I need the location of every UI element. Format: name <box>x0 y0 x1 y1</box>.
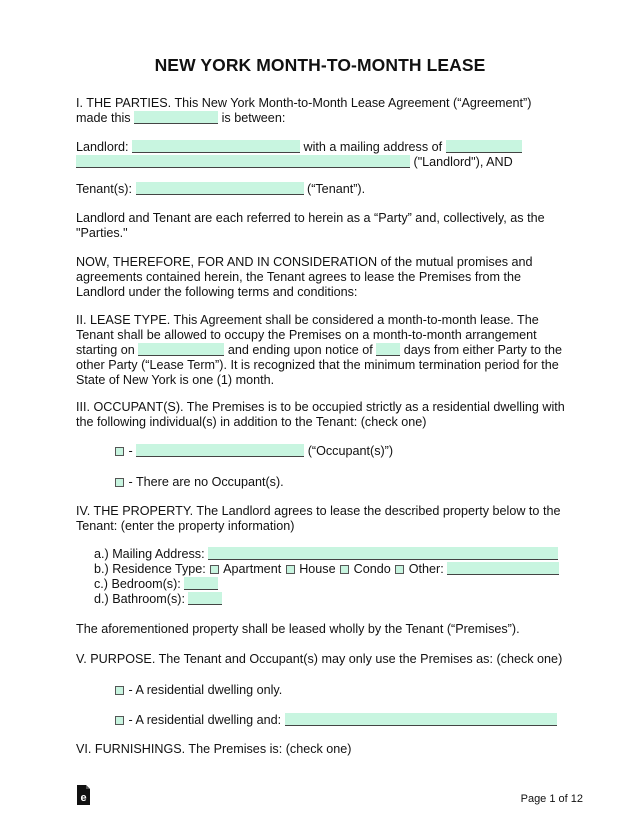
no-occupants-label: - There are no Occupant(s). <box>128 475 284 489</box>
apartment-checkbox[interactable] <box>210 565 219 574</box>
tenant-name-field[interactable] <box>136 182 304 195</box>
occupants-line-2: the following individual(s) in addition to the Tenant: (check one) <box>76 415 427 429</box>
start-date-field[interactable] <box>138 343 224 356</box>
tenant-label: Tenant(s): <box>76 182 132 196</box>
party-line-1: Landlord and Tenant are each referred to herein as a “Party” and, collectively, as the <box>76 211 545 225</box>
landlord-label: Landlord: <box>76 140 129 154</box>
landlord-line-1 <box>76 140 576 155</box>
section-furnishings <box>76 742 576 757</box>
section-purpose <box>76 652 576 667</box>
residential-and-checkbox[interactable] <box>115 716 124 725</box>
notice-label: and ending upon notice of <box>227 343 373 357</box>
occupants-end-label: (“Occupant(s)”) <box>307 444 394 458</box>
residential-only-label: - A residential dwelling only. <box>128 683 283 697</box>
mailing-address-label: a.) Mailing Address: <box>94 547 205 561</box>
purpose-option-2 <box>114 713 614 728</box>
landlord-mailing-label: with a mailing address of <box>303 140 443 154</box>
other-checkbox[interactable] <box>395 565 404 574</box>
tenant-line <box>76 182 576 197</box>
bedrooms-row <box>94 577 594 592</box>
purpose-option-1-line <box>114 683 614 698</box>
occupants-dash: - <box>128 444 133 458</box>
property-line-2: Tenant: (enter the property information) <box>76 519 295 533</box>
premises-line: The aforementioned property shall be leased wholly by the Tenant (“Premises”). <box>76 622 520 636</box>
bedrooms-label: c.) Bedroom(s): <box>94 577 181 591</box>
occupants-option-2-line <box>114 475 614 490</box>
property-line-1: IV. THE PROPERTY. The Landlord agrees to lease the described property below to the <box>76 504 561 518</box>
party-definition <box>76 211 576 241</box>
landlord-address-field-2[interactable] <box>76 155 410 168</box>
landlord-end-label: ("Landlord"), AND <box>413 155 513 169</box>
landlord-line-2 <box>76 155 576 170</box>
no-occupants-checkbox[interactable] <box>115 478 124 487</box>
other-label: Other: <box>408 562 444 576</box>
furnishings-line-1: VI. FURNISHINGS. The Premises is: (check one) <box>76 742 352 756</box>
bathrooms-field[interactable] <box>188 592 222 605</box>
purpose-option-1 <box>114 683 614 698</box>
lease-type-line-3 <box>76 343 576 358</box>
landlord-block <box>76 140 576 170</box>
lease-type-line-5: State of New York is one (1) month. <box>76 373 275 387</box>
purpose-line-1: V. PURPOSE. The Tenant and Occupant(s) may only use the Premises as: (check one) <box>76 652 563 666</box>
premises-clause <box>76 622 576 637</box>
occupants-line-1: III. OCCUPANT(S). The Premises is to be occupied strictly as a residential dwelling with <box>76 400 565 414</box>
lease-type-line-1: II. LEASE TYPE. This Agreement shall be considered a month-to-month lease. The <box>76 313 539 327</box>
residence-type-row <box>94 562 594 577</box>
house-label: House <box>299 562 336 576</box>
lease-type-line-2: Tenant shall be allowed to occupy the Premises on a month-to-month arrangement <box>76 328 537 342</box>
mailing-address-row <box>94 547 594 562</box>
tenant-block <box>76 182 576 197</box>
starting-on-label: starting on <box>76 343 135 357</box>
consideration-line-1: NOW, THEREFORE, FOR AND IN CONSIDERATION of the mutual promises and <box>76 255 533 269</box>
section-occupants <box>76 400 576 430</box>
landlord-address-field-1[interactable] <box>446 140 522 153</box>
additional-purpose-field[interactable] <box>285 713 557 726</box>
consideration-line-3: Landlord under the following terms and conditions: <box>76 285 358 299</box>
mailing-address-field[interactable] <box>208 547 558 560</box>
bedrooms-field[interactable] <box>184 577 218 590</box>
bathrooms-label: d.) Bathroom(s): <box>94 592 185 606</box>
residential-and-label: - A residential dwelling and: <box>128 713 282 727</box>
notice-days-label: days from either Party to the <box>403 343 562 357</box>
occupant-names-field[interactable] <box>136 444 304 457</box>
agreement-date-field[interactable] <box>134 111 218 124</box>
notice-days-field[interactable] <box>376 343 400 356</box>
other-type-field[interactable] <box>447 562 559 575</box>
consideration-line-2: agreements contained herein, the Tenant agrees to lease the Premises from the <box>76 270 522 284</box>
residential-only-checkbox[interactable] <box>115 686 124 695</box>
document-title: NEW YORK MONTH-TO-MONTH LEASE <box>154 55 486 75</box>
purpose-option-2-line <box>114 713 614 728</box>
apartment-label: Apartment <box>223 562 282 576</box>
occupants-option-2 <box>114 475 614 490</box>
section-parties <box>76 96 576 126</box>
residence-type-label: b.) Residence Type: <box>94 562 206 576</box>
page-number: Page 1 of 12 <box>520 793 583 805</box>
lease-type-line-4: other Party (“Lease Term”). It is recognized that the minimum termination period for the <box>76 358 559 372</box>
occupants-option-1 <box>114 444 614 459</box>
parties-line-2 <box>76 111 576 126</box>
bathrooms-row <box>94 592 594 607</box>
house-checkbox[interactable] <box>286 565 295 574</box>
parties-line-1: I. THE PARTIES. This New York Month-to-Month Lease Agreement (“Agreement”) <box>76 96 532 110</box>
condo-label: Condo <box>353 562 391 576</box>
party-line-2: "Parties." <box>76 226 128 240</box>
is-between-label: is between: <box>221 111 286 125</box>
svg-text:e: e <box>80 792 87 804</box>
section-property <box>76 504 576 534</box>
tenant-end-label: (“Tenant”). <box>307 182 366 196</box>
property-details <box>94 547 594 607</box>
occupants-option-1-line <box>114 444 614 459</box>
section-lease-type <box>76 313 576 388</box>
landlord-name-field[interactable] <box>132 140 300 153</box>
occupants-checkbox[interactable] <box>115 447 124 456</box>
condo-checkbox[interactable] <box>340 565 349 574</box>
eforms-logo-icon <box>76 784 91 806</box>
consideration-clause <box>76 255 576 300</box>
made-this-label: made this <box>76 111 131 125</box>
